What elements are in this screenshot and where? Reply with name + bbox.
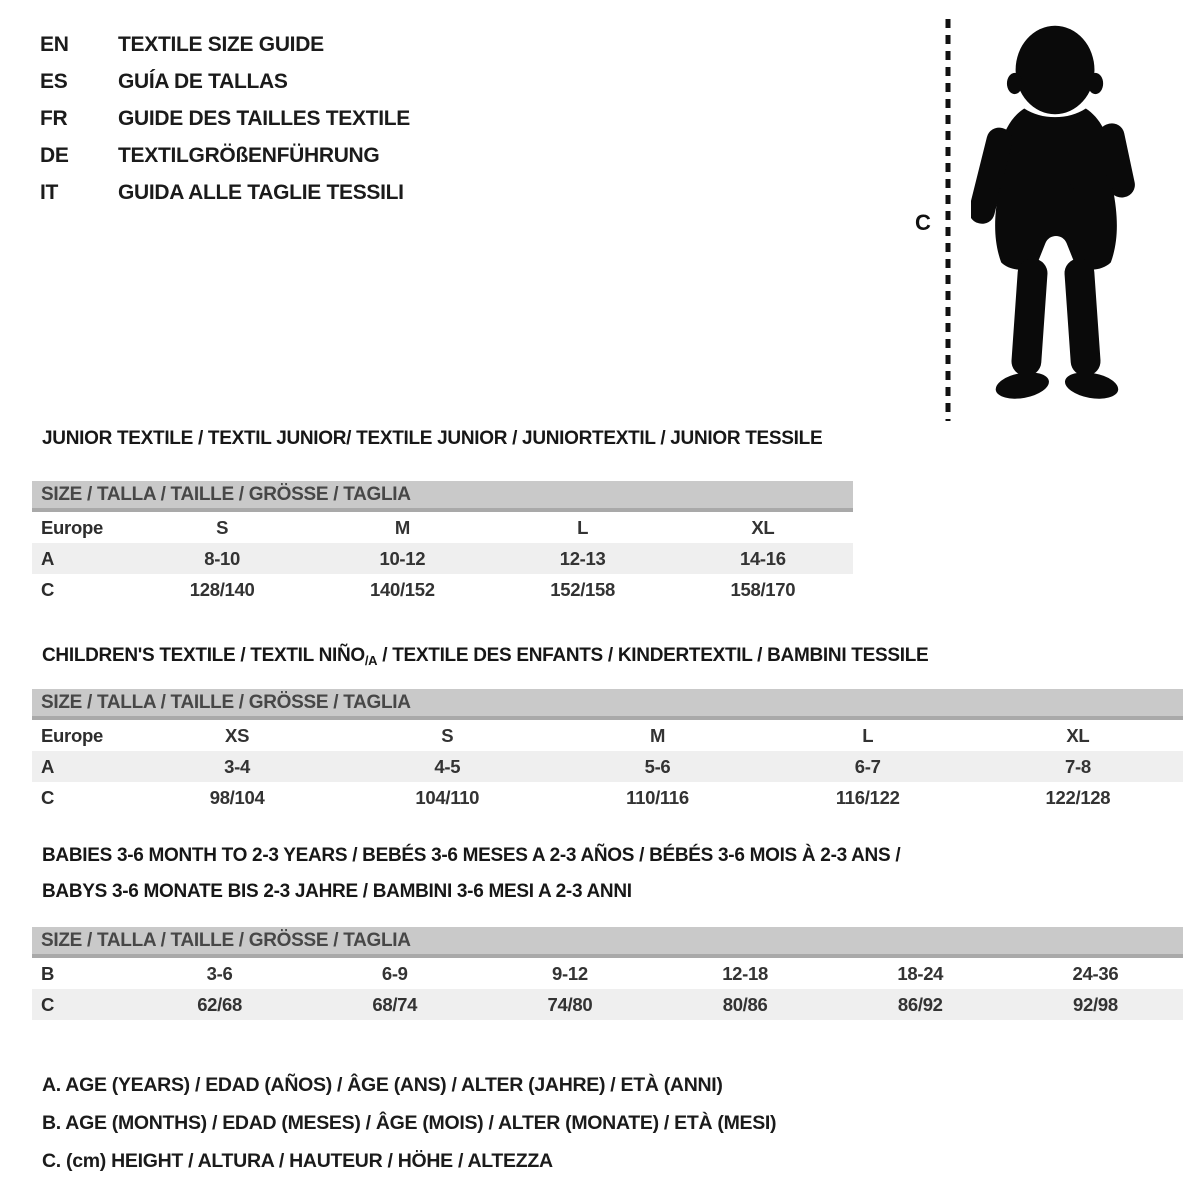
row-label: C bbox=[41, 786, 55, 808]
size-cell: L bbox=[577, 516, 589, 538]
guide-title: TEXTILE SIZE GUIDE bbox=[118, 32, 324, 56]
language-header bbox=[40, 26, 410, 211]
height-cell: 68/74 bbox=[372, 993, 418, 1015]
junior-size-table bbox=[32, 481, 853, 605]
language-row-de bbox=[40, 137, 410, 174]
language-code: DE bbox=[40, 143, 69, 167]
toddler-silhouette-icon bbox=[971, 20, 1141, 424]
age-cell: 3-4 bbox=[224, 755, 251, 777]
age-cell: 18-24 bbox=[897, 962, 944, 984]
size-table-header: SIZE / TALLA / TAILLE / GRÖSSE / TAGLIA bbox=[32, 689, 1183, 720]
height-cell: 128/140 bbox=[189, 578, 255, 600]
dimension-legend bbox=[42, 1066, 776, 1180]
size-cell: S bbox=[441, 724, 454, 746]
age-cell: 6-9 bbox=[381, 962, 408, 984]
language-code: IT bbox=[40, 180, 59, 204]
height-cell: 86/92 bbox=[897, 993, 943, 1015]
height-cell: 98/104 bbox=[209, 786, 265, 808]
age-cell: 7-8 bbox=[1064, 755, 1091, 777]
section-title-babies-line2: BABYS 3-6 MONATE BIS 2-3 JAHRE / BAMBINI 3-6 MESI A 2-3 ANNI bbox=[42, 881, 632, 902]
age-cell: 4-5 bbox=[434, 755, 461, 777]
size-cell: L bbox=[862, 724, 874, 746]
row-label: A bbox=[41, 755, 55, 777]
height-cell: 140/152 bbox=[369, 578, 435, 600]
section-title-junior: JUNIOR TEXTILE / TEXTIL JUNIOR/ TEXTILE JUNIOR / JUNIORTEXTIL / JUNIOR TESSILE bbox=[42, 428, 823, 449]
age-cell: 8-10 bbox=[204, 547, 241, 569]
height-dashed-line-icon bbox=[944, 16, 952, 424]
language-code: FR bbox=[40, 106, 68, 130]
table-row bbox=[32, 543, 853, 574]
section-title-subscript: /A bbox=[364, 653, 378, 668]
height-cell: 74/80 bbox=[547, 993, 593, 1015]
language-code: EN bbox=[40, 32, 69, 56]
table-row bbox=[32, 782, 1183, 813]
height-cell: 122/128 bbox=[1045, 786, 1111, 808]
legend-line-c: C. (cm) HEIGHT / ALTURA / HAUTEUR / HÖHE / ALTEZZA bbox=[42, 1149, 553, 1172]
height-cell: 80/86 bbox=[722, 993, 768, 1015]
table-row bbox=[32, 989, 1183, 1020]
language-code: ES bbox=[40, 69, 68, 93]
height-cell: 104/110 bbox=[415, 786, 480, 808]
language-row-es bbox=[40, 63, 410, 100]
height-cell: 62/68 bbox=[197, 993, 242, 1015]
row-label: A bbox=[41, 547, 55, 569]
size-cell: XL bbox=[1066, 724, 1090, 746]
size-cell: XS bbox=[225, 724, 250, 746]
table-row bbox=[32, 751, 1183, 782]
language-row-en bbox=[40, 26, 410, 63]
section-title-children bbox=[42, 645, 928, 668]
section-title-text: CHILDREN'S TEXTILE / TEXTIL NIÑO bbox=[42, 645, 365, 666]
size-cell: S bbox=[216, 516, 229, 538]
section-title-text: / TEXTILE DES ENFANTS / KINDERTEXTIL / BAMBINI TESSILE bbox=[377, 645, 929, 666]
row-label: C bbox=[41, 993, 55, 1015]
guide-title: GUIDE DES TAILLES TEXTILE bbox=[118, 106, 410, 130]
size-cell: M bbox=[394, 516, 410, 538]
table-row bbox=[32, 720, 1183, 751]
guide-title: GUIDA ALLE TAGLIE TESSILI bbox=[118, 180, 404, 204]
row-label: C bbox=[41, 578, 55, 600]
table-row bbox=[32, 512, 853, 543]
age-cell: 10-12 bbox=[379, 547, 426, 569]
age-cell: 9-12 bbox=[552, 962, 588, 984]
age-cell: 5-6 bbox=[644, 755, 671, 777]
language-row-fr bbox=[40, 100, 410, 137]
section-title-babies-line1: BABIES 3-6 MONTH TO 2-3 YEARS / BEBÉS 3-6 MESES A 2-3 AÑOS / BÉBÉS 3-6 MOIS À 2-3 ANS / bbox=[42, 845, 901, 866]
age-cell: 12-18 bbox=[722, 962, 769, 984]
age-cell: 6-7 bbox=[854, 755, 881, 777]
age-cell: 14-16 bbox=[739, 547, 786, 569]
size-cell: XL bbox=[751, 516, 775, 538]
guide-title: TEXTILGRÖßENFÜHRUNG bbox=[118, 143, 380, 167]
age-cell: 12-13 bbox=[559, 547, 606, 569]
row-label: Europe bbox=[41, 516, 103, 538]
size-table-header: SIZE / TALLA / TAILLE / GRÖSSE / TAGLIA bbox=[32, 927, 1183, 958]
age-cell: 24-36 bbox=[1072, 962, 1119, 984]
row-label: B bbox=[41, 962, 55, 984]
babies-size-table bbox=[32, 927, 1183, 1020]
table-row bbox=[32, 574, 853, 605]
height-dimension-label: C bbox=[915, 210, 931, 235]
height-cell: 152/158 bbox=[550, 578, 616, 600]
age-cell: 3-6 bbox=[206, 962, 233, 984]
height-figure bbox=[905, 10, 1165, 430]
row-label: Europe bbox=[41, 724, 103, 746]
height-cell: 110/116 bbox=[626, 786, 689, 808]
guide-title: GUÍA DE TALLAS bbox=[118, 69, 288, 93]
height-cell: 116/122 bbox=[835, 786, 900, 808]
children-size-table bbox=[32, 689, 1183, 813]
height-cell: 92/98 bbox=[1073, 993, 1118, 1015]
legend-line-a: A. AGE (YEARS) / EDAD (AÑOS) / ÂGE (ANS) / ALTER (JAHRE) / ETÀ (ANNI) bbox=[42, 1073, 723, 1096]
table-row bbox=[32, 958, 1183, 989]
height-cell: 158/170 bbox=[730, 578, 796, 600]
size-table-header: SIZE / TALLA / TAILLE / GRÖSSE / TAGLIA bbox=[32, 481, 853, 512]
legend-line-b: B. AGE (MONTHS) / EDAD (MESES) / ÂGE (MOIS) / ALTER (MONATE) / ETÀ (MESI) bbox=[42, 1111, 777, 1134]
language-row-it bbox=[40, 174, 410, 211]
size-cell: M bbox=[649, 724, 666, 746]
